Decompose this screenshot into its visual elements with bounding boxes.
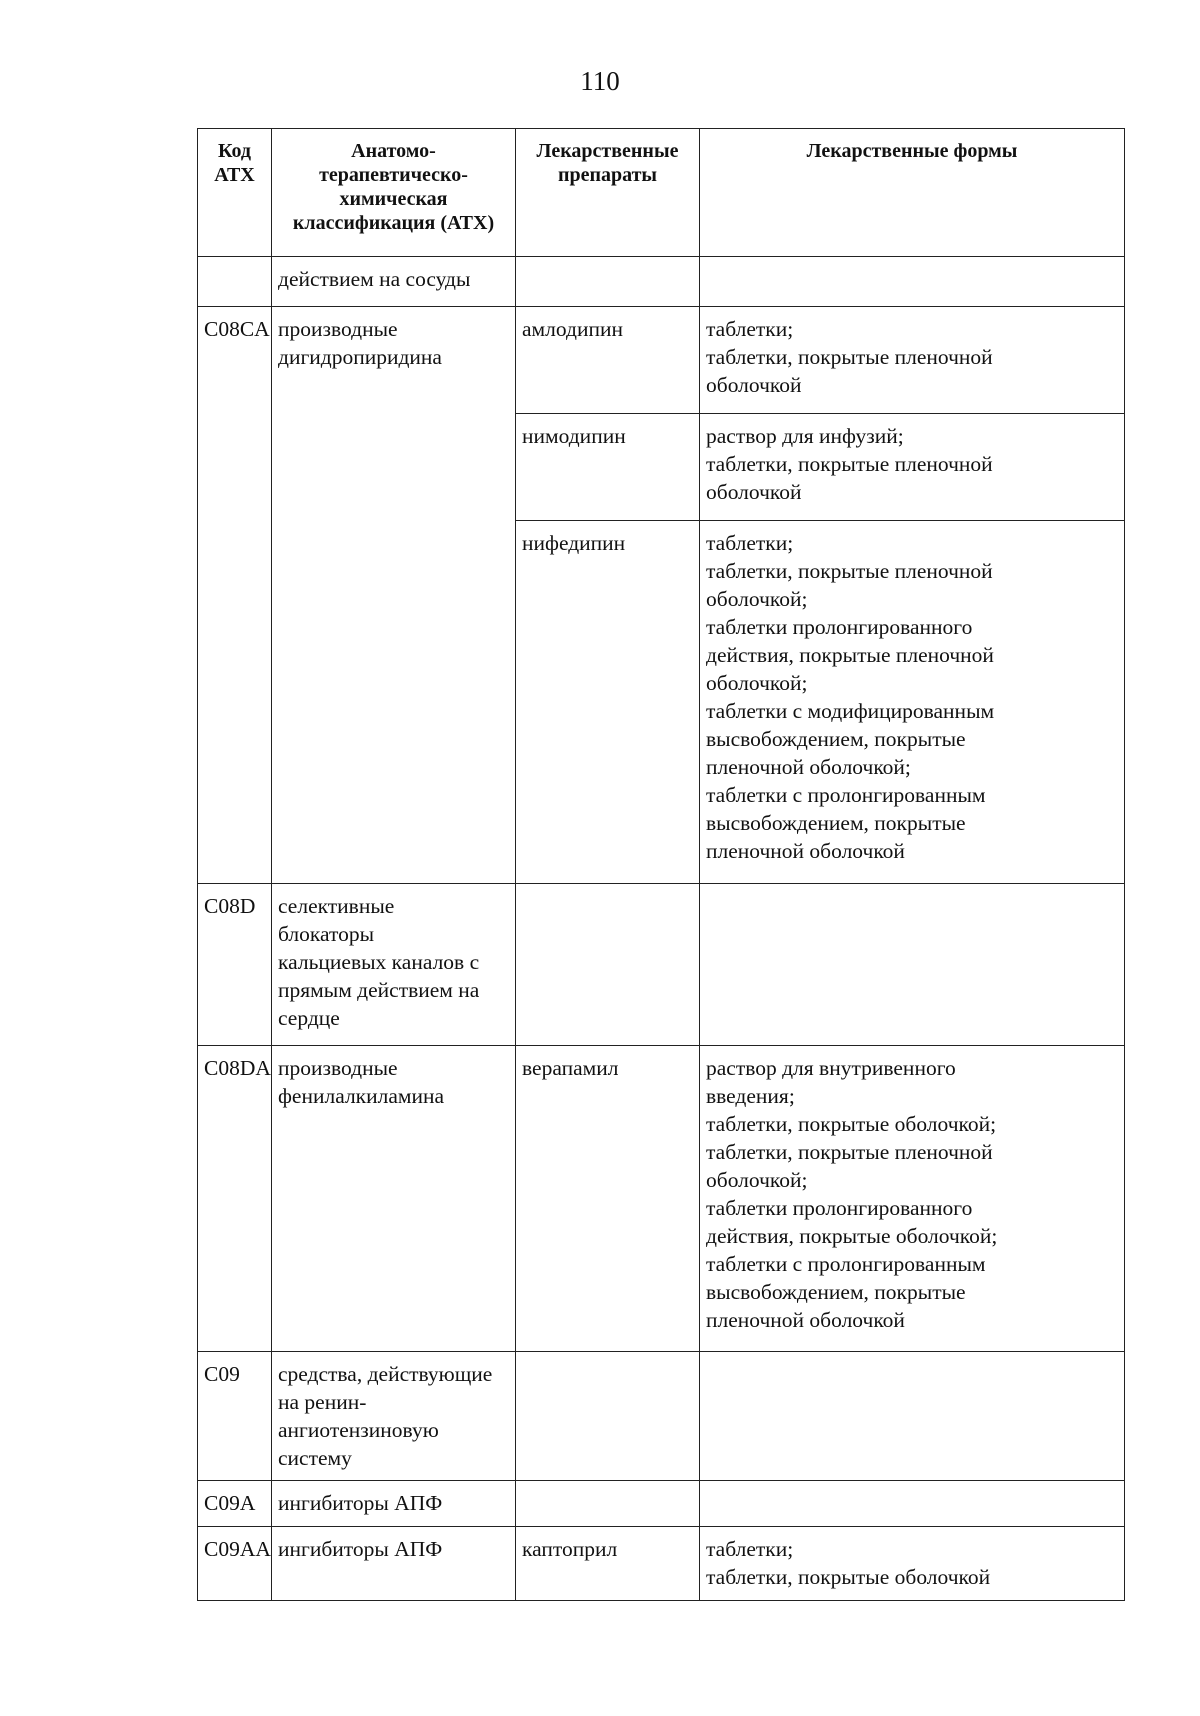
cell-classification: ингибиторы АПФ bbox=[272, 1527, 516, 1601]
header-drugs: Лекарственные препараты bbox=[516, 129, 700, 257]
cell-drug bbox=[516, 884, 700, 1046]
table-row bbox=[198, 1352, 1125, 1481]
header-classification: Анатомо- терапевтическо- химическая классификация (АТХ) bbox=[272, 129, 516, 257]
table-row bbox=[198, 1527, 1125, 1601]
cell-code: C08D bbox=[198, 884, 272, 1046]
cell-drug bbox=[516, 1352, 700, 1481]
header-code: Код АТХ bbox=[198, 129, 272, 257]
cell-classification: ингибиторы АПФ bbox=[272, 1481, 516, 1527]
table-row bbox=[198, 257, 1125, 307]
cell-drug: верапамил bbox=[516, 1046, 700, 1352]
cell-drug bbox=[516, 257, 700, 307]
cell-code: C09A bbox=[198, 1481, 272, 1527]
cell-drug: нифедипин bbox=[516, 521, 700, 884]
cell-code: C09AA bbox=[198, 1527, 272, 1601]
table-row bbox=[198, 1046, 1125, 1352]
cell-drug: нимодипин bbox=[516, 414, 700, 521]
cell-drug: амлодипин bbox=[516, 307, 700, 414]
cell-forms: раствор для внутривенного введения; таблетки, покрытые оболочкой; таблетки, покрытые пленочной оболочкой; таблетки пролонгированного действия, покрытые оболочкой; таблетки с пролонгированным высвобождением, покрытые пленочной оболочкой bbox=[700, 1046, 1125, 1352]
cell-drug: каптоприл bbox=[516, 1527, 700, 1601]
table-header-row bbox=[198, 129, 1125, 257]
cell-forms bbox=[700, 1352, 1125, 1481]
cell-classification: действием на сосуды bbox=[272, 257, 516, 307]
cell-forms: таблетки; таблетки, покрытые пленочной оболочкой bbox=[700, 307, 1125, 414]
cell-drug bbox=[516, 1481, 700, 1527]
cell-forms bbox=[700, 1481, 1125, 1527]
cell-code: C08CA bbox=[198, 307, 272, 884]
atx-table bbox=[197, 128, 1125, 1601]
table-row bbox=[198, 1481, 1125, 1527]
cell-classification: производные дигидропиридина bbox=[272, 307, 516, 884]
cell-code bbox=[198, 257, 272, 307]
cell-forms: таблетки; таблетки, покрытые пленочной оболочкой; таблетки пролонгированного действия, покрытые пленочной оболочкой; таблетки с модифицированным высвобождением, покрытые пленочной оболочкой; таблетки с пролонгированным высвобождением, покрытые пленочной оболочкой bbox=[700, 521, 1125, 884]
cell-forms bbox=[700, 884, 1125, 1046]
cell-classification: селективные блокаторы кальциевых каналов с прямым действием на сердце bbox=[272, 884, 516, 1046]
cell-classification: производные фенилалкиламина bbox=[272, 1046, 516, 1352]
header-forms: Лекарственные формы bbox=[700, 129, 1125, 257]
cell-classification: средства, действующие на ренин- ангиотензиновую систему bbox=[272, 1352, 516, 1481]
cell-forms: раствор для инфузий; таблетки, покрытые пленочной оболочкой bbox=[700, 414, 1125, 521]
table-row bbox=[198, 884, 1125, 1046]
cell-forms: таблетки; таблетки, покрытые оболочкой bbox=[700, 1527, 1125, 1601]
page-number: 110 bbox=[580, 66, 620, 96]
cell-forms bbox=[700, 257, 1125, 307]
table-row bbox=[198, 307, 1125, 414]
cell-code: C09 bbox=[198, 1352, 272, 1481]
cell-code: C08DA bbox=[198, 1046, 272, 1352]
